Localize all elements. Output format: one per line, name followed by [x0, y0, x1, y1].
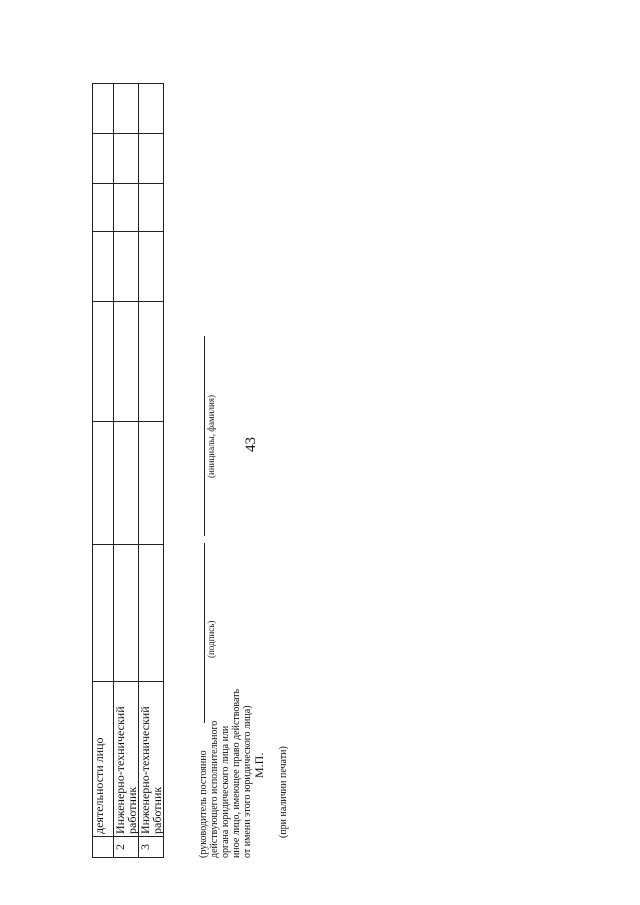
table-row — [93, 84, 114, 858]
role-line: действующего исполнительного — [209, 720, 220, 858]
staff-table — [92, 83, 164, 858]
stamp-label: М.П. — [252, 752, 266, 778]
signature-block — [198, 38, 398, 858]
row-number: 2 — [114, 837, 139, 858]
header-fragment-cell: деятельности лицо — [93, 682, 114, 837]
initials-caption: (инициалы, фамилия) — [206, 395, 216, 478]
rotated-content — [92, 38, 612, 858]
signature-line — [204, 543, 205, 723]
row-title — [114, 682, 139, 837]
row-title-line2: работник — [125, 786, 139, 834]
stamp-note: (при наличии печати) — [278, 746, 289, 838]
row-number: 3 — [139, 837, 164, 858]
table-row — [139, 84, 164, 858]
initials-line — [204, 336, 205, 536]
role-line: иное лицо, имеющее право действовать — [231, 688, 242, 858]
role-line: (руководитель постоянно — [198, 750, 209, 858]
signature-caption: (подпись) — [206, 620, 216, 658]
role-line: органа юридического лица или — [220, 725, 231, 858]
table-row — [114, 84, 139, 858]
row-title — [139, 682, 164, 837]
row-title-line2: работник — [150, 786, 164, 834]
signatory-role — [198, 658, 253, 858]
page-number: 43 — [243, 437, 259, 452]
row-title-line1: Инженерно-технический — [113, 706, 127, 834]
row-title-line1: Инженерно-технический — [138, 706, 152, 834]
role-line: от имени этого юридического лица) — [242, 705, 253, 858]
